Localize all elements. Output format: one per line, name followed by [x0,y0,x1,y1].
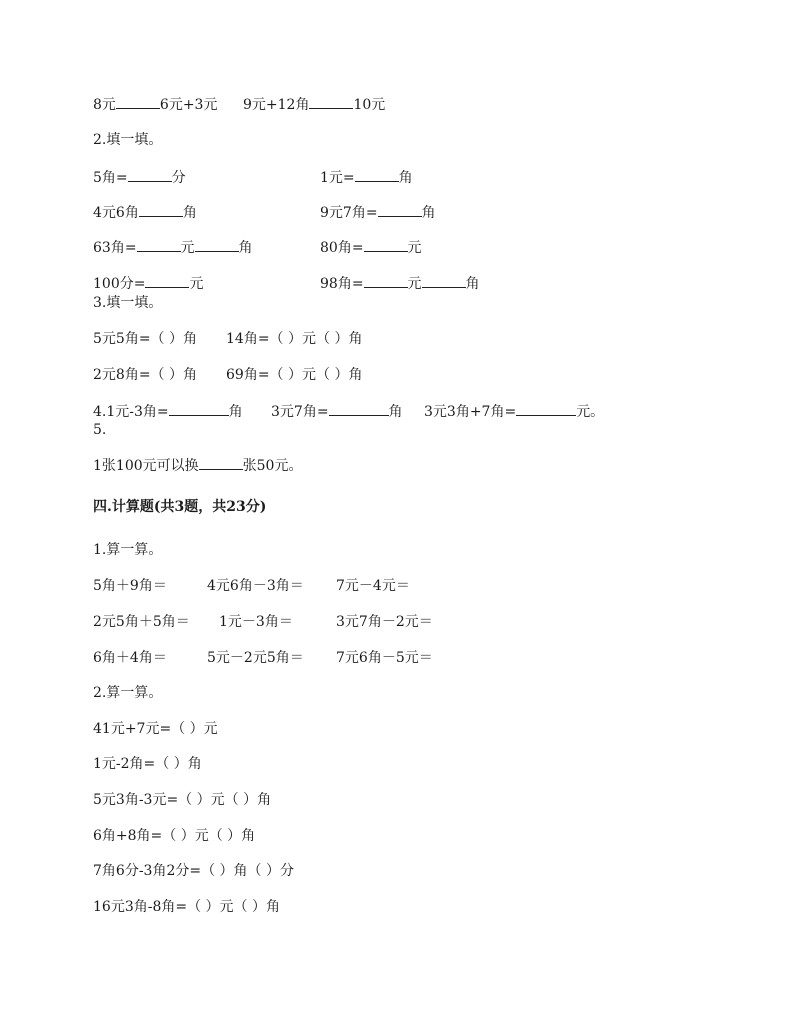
question-5-number: 5. [93,422,107,438]
fill-item [93,456,302,475]
calc-item: 4元6角－3角＝ [207,578,304,594]
calc-item: 6角+8角=（ ）元（ ）角 [93,828,256,844]
calc-2-title: 2.算一算。 [93,685,163,701]
fill-item [93,238,253,257]
fill-unit: 元 [180,240,195,256]
answer-blank[interactable] [364,238,408,252]
calc-1-title: 1.算一算。 [93,542,163,558]
compare-right-2: 10元 [353,97,386,113]
bracket-item: 69角=（ ）元（ ）角 [226,367,363,383]
fill-unit: 角 [238,240,253,256]
calc-item: 16元3角-8角=（ ）元（ ）角 [93,899,280,915]
fill-text: 100分= [93,276,146,292]
fill-item [93,274,203,293]
calc-item: 7元－4元＝ [336,578,410,594]
fill-item [320,238,422,257]
fill-text: 4元6角 [93,205,139,221]
answer-blank[interactable] [116,95,160,109]
answer-blank[interactable] [329,402,389,416]
answer-blank[interactable] [516,402,576,416]
calc-item: 7角6分-3角2分=（ ）角（ ）分 [93,863,294,879]
fill-unit: 角 [388,404,403,420]
fill-text: 98角= [320,276,364,292]
answer-blank[interactable] [137,238,181,252]
fill-unit: 元 [407,276,422,292]
fill-text: 5角= [93,170,128,186]
fill-item [93,402,243,421]
fill-text: 3元3角+7角= [424,404,517,420]
fill-unit: 角 [228,404,243,420]
fill-text: 1张100元可以换 [93,458,199,474]
fill-item [271,402,403,421]
fill-unit: 分 [171,170,186,186]
bracket-item: 2元8角=（ ）角 [93,367,197,383]
answer-blank[interactable] [139,203,183,217]
answer-blank[interactable] [145,274,189,288]
calc-item: 2元5角＋5角＝ [93,614,190,630]
fill-text: 4.1元-3角= [93,404,169,420]
fill-item [93,203,197,222]
fill-item [320,168,413,187]
compare-right-1: 6元+3元 [159,97,218,113]
calc-item: 3元7角－2元＝ [336,614,433,630]
fill-text: 3元7角= [271,404,329,420]
compare-left-2: 9元+12角 [243,97,310,113]
fill-unit: 角 [398,170,413,186]
calc-item: 6角＋4角＝ [93,650,167,666]
question-2-title: 2.填一填。 [93,132,163,148]
fill-item [93,168,186,187]
fill-unit: 角 [182,205,197,221]
fill-unit: 元 [189,276,204,292]
question-3-title: 3.填一填。 [93,295,163,311]
calc-item: 5元－2元5角＝ [207,650,304,666]
fill-item [320,203,436,222]
calc-item: 1元-2角=（ ）角 [93,756,202,772]
calc-item: 5元3角-3元=（ ）元（ ）角 [93,792,272,808]
fill-unit: 张50元。 [242,458,303,474]
fill-item [320,274,480,293]
fill-text: 63角= [93,240,137,256]
answer-blank[interactable] [309,95,353,109]
calc-item: 7元6角－5元＝ [336,650,433,666]
answer-blank[interactable] [378,203,422,217]
compare-row-2 [243,95,385,114]
answer-blank[interactable] [195,238,239,252]
calc-item: 41元+7元=（ ）元 [93,721,218,737]
compare-left-1: 8元 [93,97,116,113]
fill-text: 9元7角= [320,205,378,221]
fill-unit: 角 [421,205,436,221]
fill-item [424,402,604,421]
calc-item: 1元－3角＝ [219,614,293,630]
compare-row [93,95,217,114]
fill-text: 1元= [320,170,355,186]
fill-unit: 元。 [576,404,605,420]
fill-unit: 角 [465,276,480,292]
bracket-item: 5元5角=（ ）角 [93,331,197,347]
answer-blank[interactable] [128,168,172,182]
answer-blank[interactable] [199,456,243,470]
calc-item: 5角＋9角＝ [93,578,167,594]
answer-blank[interactable] [422,274,466,288]
section-title: 四.计算题(共3题，共23分) [93,499,267,515]
fill-text: 80角= [320,240,364,256]
fill-unit: 元 [407,240,422,256]
answer-blank[interactable] [169,402,229,416]
answer-blank[interactable] [355,168,399,182]
bracket-item: 14角=（ ）元（ ）角 [226,331,363,347]
answer-blank[interactable] [364,274,408,288]
